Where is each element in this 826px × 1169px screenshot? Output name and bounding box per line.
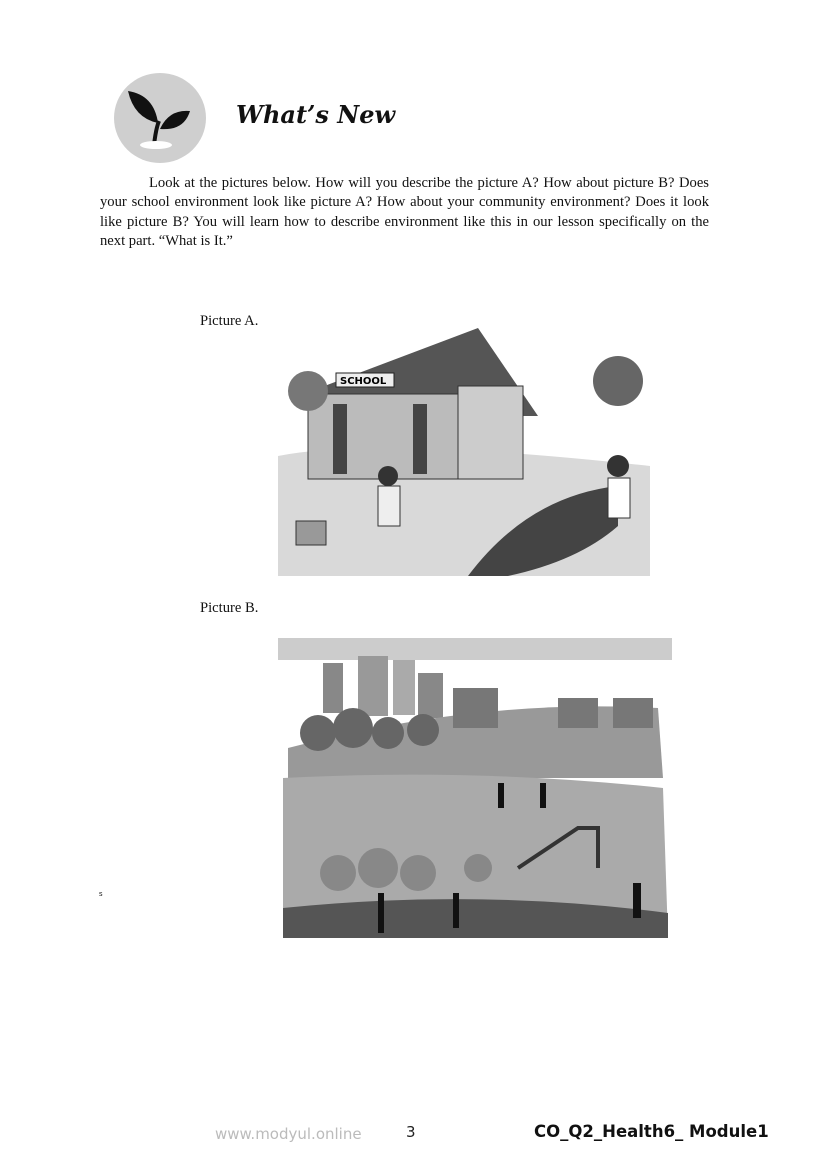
picture-a-school-illustration — [278, 326, 650, 578]
watermark: www.modyul.online — [215, 1125, 362, 1143]
picture-b-label: Picture B. — [200, 600, 259, 616]
intro-paragraph: Look at the pictures below. How will you describe the picture A? How about picture B? Does your school environment look like picture A? How about your community environment? Does it look like picture B? You will learn how to describe environment like this in our lesson specifically on the next part. “What is It.” — [100, 175, 709, 250]
section-title: What’s New — [236, 100, 396, 129]
picture-a-label: Picture A. — [200, 313, 259, 329]
module-code: CO_Q2_Health6_ Module1 — [534, 1122, 769, 1141]
stray-mark: s — [99, 891, 103, 898]
picture-b-community-illustration — [278, 638, 672, 943]
plant-sprout-icon — [114, 73, 206, 163]
school-sign-text: SCHOOL — [340, 376, 387, 387]
page-number: 3 — [406, 1123, 416, 1141]
